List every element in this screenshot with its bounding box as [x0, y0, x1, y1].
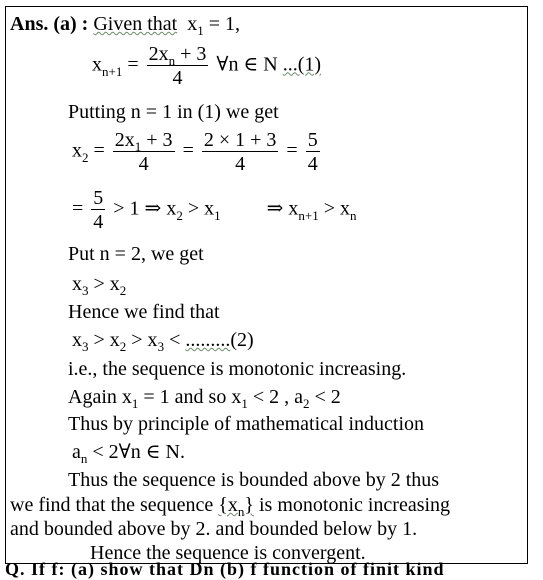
answer-header — [10, 13, 240, 38]
hence-find-line: Hence we find that — [68, 301, 220, 323]
put-n2-line: Put n = 2, we get — [68, 243, 204, 265]
an-bound-line: $a_n$ < 2∀n ∈ N. — [72, 441, 185, 466]
again-line: Again $x_1 = 1$ and so $x_1 < 2$ , $a_2 < 2$ — [68, 386, 341, 411]
next-question-fragment: Q. If f: (a) show that Dn (b) f function of finit kind — [5, 559, 445, 579]
answer-label: Ans. (a) : — [10, 13, 89, 35]
x1-equals: = 1, — [208, 13, 240, 35]
monotonic-line: i.e., the sequence is monotonic increasing. — [68, 358, 407, 380]
bounded-line-2: we find that the sequence $\{x_n\}$ is monotonic increasing — [10, 494, 451, 519]
recurrence-equation: $x_{n+1}$ = $\frac{2x_n + 3}{4}$ ∀n ∈ N ...(1) — [92, 43, 322, 89]
induction-line: Thus by principle of mathematical induction — [68, 413, 425, 435]
given-text: Given that — [93, 13, 178, 35]
bounded-line-1: Thus the sequence is bounded above by 2 thus — [68, 469, 440, 491]
inequality-step: = $\frac{5}{4}$ > 1 ⇒ $x_2 > x_1$ ⇒ $x_{n+1} > x_n$ — [72, 187, 357, 233]
equation-ref-1: ...(1) — [282, 53, 322, 76]
x3-gt-x2: $x_3 > x_2$ — [72, 273, 127, 298]
x2-computation: $x_2$ = $\frac{2x_1 + 3}{4}$ = $\frac{2 \times 1 + 3}{4}$ = $\frac{5}{4}$ — [72, 129, 318, 175]
convergent-line: Hence the sequence is convergent. — [90, 542, 366, 564]
recurrence-fraction: $\frac{2x_n + 3}{4}$ — [148, 43, 207, 89]
putting-line: Putting n = 1 in (1) we get — [68, 101, 279, 123]
chain-inequality: $x_3 > x_2 > x_3 < .........(2)$ — [72, 329, 254, 354]
bounded-line-3: and bounded above by 2. and bounded below by 1. — [10, 518, 418, 540]
forall-clause: ∀n ∈ N — [216, 53, 278, 76]
x1-symbol: $x_1$ — [182, 13, 204, 38]
